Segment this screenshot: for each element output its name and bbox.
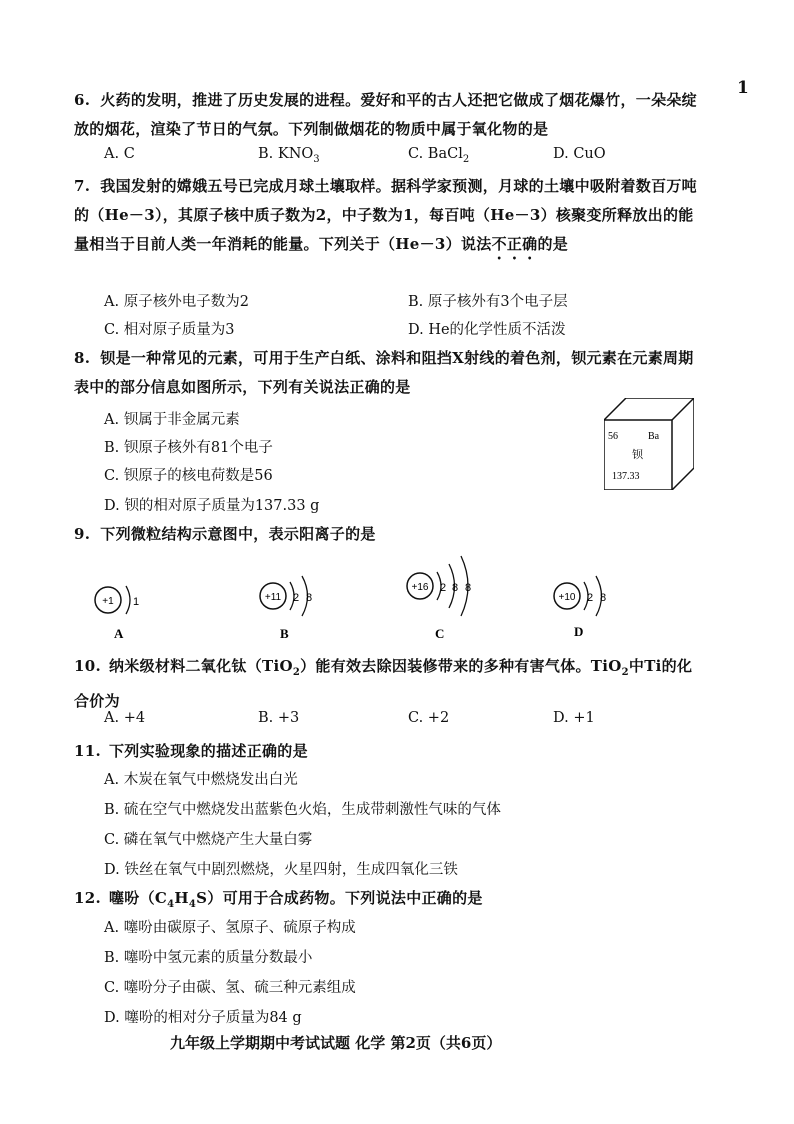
element-mass: 137.33 bbox=[612, 471, 640, 482]
question-stem-end: S）可用于合成药物。下列说法中正确的是 bbox=[196, 889, 483, 907]
subscript: 4 bbox=[188, 899, 197, 910]
question-12 bbox=[74, 884, 700, 919]
shell-count: 8 bbox=[465, 582, 472, 594]
q6-option-d: D. CuO bbox=[553, 146, 606, 162]
q10-option-a: A. +4 bbox=[104, 710, 146, 726]
subscript: 2 bbox=[292, 667, 301, 678]
question-7 bbox=[74, 172, 700, 263]
q8-option-a: A. 钡属于非金属元素 bbox=[104, 412, 240, 428]
question-stem: 我国发射的嫦娥五号已完成月球土壤取样。据科学家预测，月球的土壤中吸附着数百万吨的（He－3），其原子核中质子数为2，中子数为1，每百吨（He－3）核聚变所释放出的能量相当于目前人类一年消耗的能量。下列关于（He－3）说法 bbox=[74, 177, 697, 253]
atom-diagram-b bbox=[258, 558, 378, 648]
atom-diagram-d bbox=[552, 558, 672, 648]
q7-option-c: C. 相对原子质量为3 bbox=[104, 322, 235, 338]
q7-option-d: D. He的化学性质不活泼 bbox=[408, 322, 566, 338]
diagram-label: B bbox=[280, 626, 289, 641]
element-name: 钡 bbox=[632, 448, 643, 461]
question-number: 11. bbox=[74, 742, 101, 760]
q11-option-b: B. 硫在空气中燃烧发出蓝紫色火焰，生成带刺激性气味的气体 bbox=[104, 802, 501, 818]
question-8 bbox=[74, 344, 700, 402]
nucleus-label: +10 bbox=[558, 592, 576, 603]
shell-count: 2 bbox=[440, 582, 447, 594]
question-10 bbox=[74, 652, 700, 716]
question-number: 6. bbox=[74, 91, 91, 109]
question-number: 12. bbox=[74, 889, 101, 907]
subscript: 2 bbox=[621, 667, 629, 678]
page-number: 1 bbox=[737, 78, 749, 98]
q6-option-c: C. BaCl$_2$ bbox=[408, 146, 470, 165]
diagram-label: C bbox=[435, 626, 445, 638]
diagram-label: D bbox=[574, 624, 584, 639]
element-number: 56 bbox=[608, 431, 618, 442]
question-11 bbox=[74, 737, 700, 766]
question-6 bbox=[74, 86, 700, 144]
question-number: 9. bbox=[74, 525, 91, 543]
nucleus-label: +11 bbox=[264, 592, 282, 603]
atom-diagram-c bbox=[405, 548, 525, 638]
diagram-label: A bbox=[114, 626, 124, 641]
shell-count: 8 bbox=[306, 592, 313, 604]
atom-diagram-a bbox=[92, 558, 212, 648]
question-stem: 钡是一种常见的元素，可用于生产白纸、涂料和阻挡X射线的着色剂，钡元素在元素周期表中的部分信息如图所示，下列有关说法正确的是 bbox=[74, 349, 694, 396]
question-number: 7. bbox=[74, 177, 91, 195]
subscript: 4 bbox=[167, 899, 175, 910]
question-stem: 纳米级材料二氧化钛（TiO bbox=[109, 657, 293, 675]
shell-count: 2 bbox=[587, 592, 594, 604]
question-stem-mid: H bbox=[174, 889, 189, 907]
shell-count: 2 bbox=[293, 592, 300, 604]
element-symbol: Ba bbox=[648, 431, 660, 442]
q11-option-a: A. 木炭在氧气中燃烧发出白光 bbox=[104, 772, 298, 788]
q8-option-d: D. 钡的相对原子质量为137.33 g bbox=[104, 498, 320, 514]
question-stem: 下列微粒结构示意图中，表示阳离子的是 bbox=[100, 525, 376, 543]
q10-option-d: D. +1 bbox=[553, 710, 595, 726]
q12-option-d: D. 噻吩的相对分子质量为84 g bbox=[104, 1010, 302, 1026]
q6-option-a: A. C bbox=[104, 146, 135, 162]
q12-option-a: A. 噻吩由碳原子、氢原子、硫原子构成 bbox=[104, 920, 356, 936]
shell-count: 1 bbox=[133, 596, 140, 608]
q8-option-b: B. 钡原子核外有81个电子 bbox=[104, 440, 273, 456]
question-number: 8. bbox=[74, 349, 91, 367]
question-stem: 噻吩（C bbox=[109, 889, 168, 907]
q7-option-a: A. 原子核外电子数为2 bbox=[104, 294, 249, 310]
question-stem-end: 中Ti的化合价为 bbox=[74, 657, 693, 710]
q12-option-c: C. 噻吩分子由碳、氢、硫三种元素组成 bbox=[104, 980, 356, 996]
nucleus-label: +1 bbox=[102, 596, 114, 607]
q7-option-b: B. 原子核外有3个电子层 bbox=[408, 294, 568, 310]
nucleus-label: +16 bbox=[411, 582, 429, 593]
shell-count: 8 bbox=[600, 592, 607, 604]
q11-option-d: D. 铁丝在氧气中剧烈燃烧，火星四射，生成四氧化三铁 bbox=[104, 862, 458, 878]
question-number: 10. bbox=[74, 657, 101, 675]
shell-count: 8 bbox=[452, 582, 459, 594]
q8-option-c: C. 钡原子的核电荷数是56 bbox=[104, 468, 273, 484]
q6-option-b: B. $KNO_3$ bbox=[258, 146, 320, 165]
question-stem: 下列实验现象的描述正确的是 bbox=[109, 742, 308, 760]
question-stem-end: 的是 bbox=[537, 235, 569, 253]
element-tile-barium bbox=[604, 398, 694, 490]
q12-option-b: B. 噻吩中氢元素的质量分数最小 bbox=[104, 950, 313, 966]
q10-option-b: B. +3 bbox=[258, 710, 300, 726]
question-9 bbox=[74, 520, 700, 549]
question-stem-mid: ）能有效去除因装修带来的多种有害气体。TiO bbox=[300, 657, 622, 675]
emphasis-text: 不正确 bbox=[491, 235, 538, 253]
question-stem: 火药的发明，推进了历史发展的进程。爱好和平的古人还把它做成了烟花爆竹，一朵朵绽放的烟花，渲染了节日的气氛。下列制做烟花的物质中属于氧化物的是 bbox=[74, 91, 697, 138]
q10-option-c: C. +2 bbox=[408, 710, 450, 726]
q11-option-c: C. 磷在氧气中燃烧产生大量白雾 bbox=[104, 832, 313, 848]
page-footer: 九年级上学期期中考试试题 化学 第2页（共6页） bbox=[170, 1034, 502, 1052]
